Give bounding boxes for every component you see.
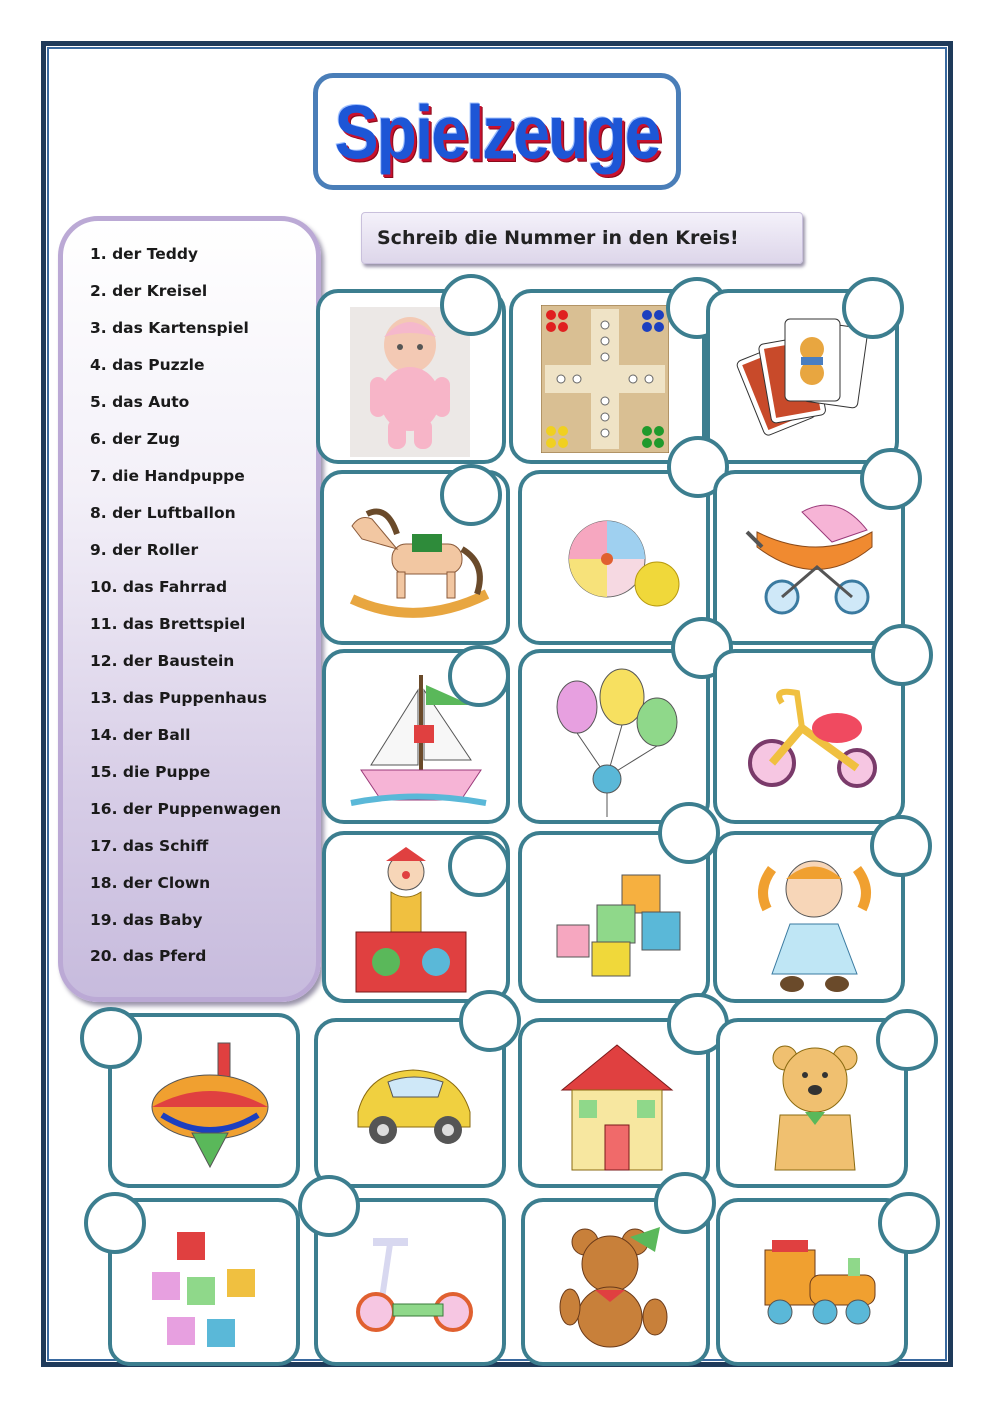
instruction-text: Schreib die Nummer in den Kreis! bbox=[377, 227, 739, 249]
doll-pram-icon bbox=[742, 492, 887, 622]
answer-circle[interactable] bbox=[654, 1172, 716, 1234]
building-blocks-icon bbox=[552, 870, 687, 980]
answer-circle[interactable] bbox=[298, 1175, 360, 1237]
picture-card-tricycle bbox=[713, 649, 905, 824]
instruction-banner bbox=[361, 212, 803, 264]
word-item: 6. der Zug bbox=[90, 430, 181, 448]
word-item: 10. das Fahrrad bbox=[90, 578, 228, 596]
word-item: 4. das Puzzle bbox=[90, 356, 205, 374]
answer-circle[interactable] bbox=[860, 448, 922, 510]
word-item: 8. der Luftballon bbox=[90, 504, 236, 522]
word-item: 16. der Puppenwagen bbox=[90, 800, 282, 818]
puzzle-pieces-icon bbox=[147, 1227, 272, 1352]
answer-circle[interactable] bbox=[448, 835, 510, 897]
tricycle-icon bbox=[742, 683, 887, 798]
word-item: 3. das Kartenspiel bbox=[90, 319, 249, 337]
word-item: 17. das Schiff bbox=[90, 837, 209, 855]
picture-card-balloons bbox=[518, 649, 710, 824]
answer-circle[interactable] bbox=[459, 990, 521, 1052]
ball-icon bbox=[562, 514, 682, 614]
doll-icon bbox=[752, 849, 877, 999]
hand-puppet-icon bbox=[765, 1040, 865, 1175]
word-item: 9. der Roller bbox=[90, 541, 199, 559]
title-box bbox=[313, 73, 681, 190]
word-item: 12. der Baustein bbox=[90, 652, 235, 670]
word-item: 14. der Ball bbox=[90, 726, 191, 744]
word-item: 1. der Teddy bbox=[90, 245, 199, 263]
answer-circle[interactable] bbox=[658, 802, 720, 864]
answer-circle[interactable] bbox=[870, 815, 932, 877]
answer-circle[interactable] bbox=[440, 464, 502, 526]
answer-circle[interactable] bbox=[876, 1009, 938, 1071]
answer-circle[interactable] bbox=[842, 277, 904, 339]
answer-circle[interactable] bbox=[871, 624, 933, 686]
answer-circle[interactable] bbox=[84, 1192, 146, 1254]
teddy-bear-icon bbox=[550, 1222, 685, 1357]
word-item: 11. das Brettspiel bbox=[90, 615, 246, 633]
answer-circle[interactable] bbox=[80, 1007, 142, 1069]
word-item: 20. das Pferd bbox=[90, 947, 207, 965]
word-list bbox=[58, 216, 321, 1002]
word-item: 15. die Puppe bbox=[90, 763, 211, 781]
word-item: 19. das Baby bbox=[90, 911, 203, 929]
word-item: 2. der Kreisel bbox=[90, 282, 208, 300]
word-item: 18. der Clown bbox=[90, 874, 211, 892]
answer-circle[interactable] bbox=[448, 645, 510, 707]
word-item: 13. das Puppenhaus bbox=[90, 689, 267, 707]
answer-circle[interactable] bbox=[440, 274, 502, 336]
page-title: Spielzeuge bbox=[334, 88, 660, 175]
board-game-icon bbox=[541, 305, 669, 453]
train-icon bbox=[750, 1230, 885, 1340]
answer-circle[interactable] bbox=[878, 1192, 940, 1254]
spinning-top-icon bbox=[142, 1035, 277, 1175]
dollhouse-icon bbox=[557, 1040, 677, 1175]
balloons-icon bbox=[552, 667, 682, 817]
scooter-icon bbox=[348, 1232, 478, 1342]
picture-card-ball bbox=[518, 470, 710, 645]
car-icon bbox=[348, 1052, 478, 1152]
word-item: 7. die Handpuppe bbox=[90, 467, 245, 485]
word-item: 5. das Auto bbox=[90, 393, 190, 411]
